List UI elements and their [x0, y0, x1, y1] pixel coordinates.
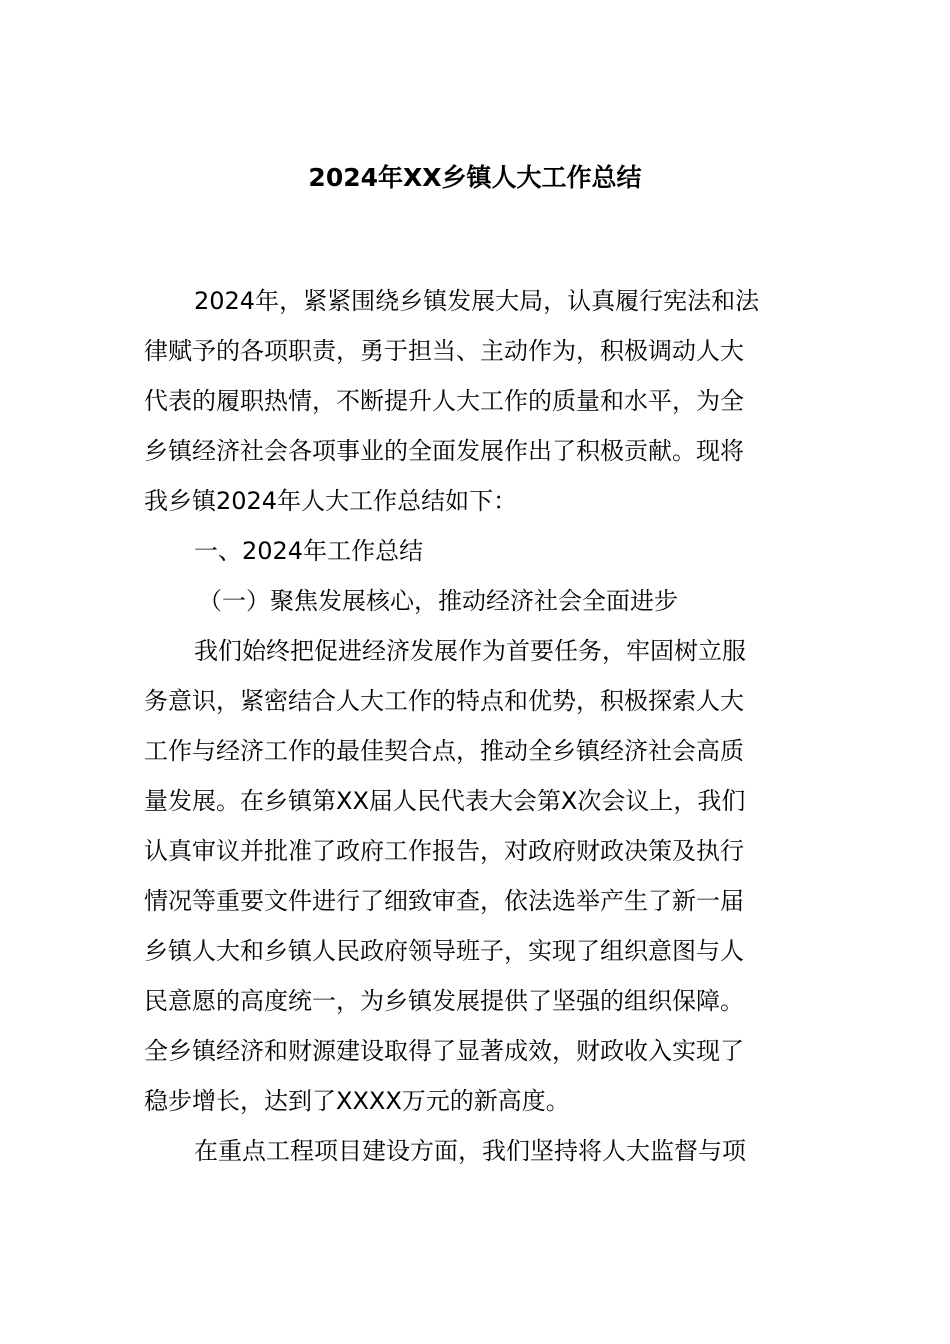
text-line: 情况等重要文件进行了细致审查，依法选举产生了新一届: [144, 887, 744, 915]
text-line: 工作与经济工作的最佳契合点，推动全乡镇经济社会高质: [144, 737, 744, 765]
text-line: 乡镇人大和乡镇人民政府领导班子，实现了组织意图与人: [144, 937, 744, 965]
text-line: 全乡镇经济和财源建设取得了显著成效，财政收入实现了: [144, 1037, 744, 1065]
section-heading: 一、2024年工作总结: [194, 537, 424, 565]
text-line: 我乡镇2024年人大工作总结如下：: [144, 487, 518, 515]
text-line: 民意愿的高度统一，为乡镇发展提供了坚强的组织保障。: [144, 987, 744, 1015]
text-line: 2024年，紧紧围绕乡镇发展大局，认真履行宪法和法: [194, 287, 760, 315]
intro-paragraph: [144, 276, 806, 526]
text-line: 我们始终把促进经济发展作为首要任务，牢固树立服: [194, 637, 746, 665]
text-line: 律赋予的各项职责，勇于担当、主动作为，积极调动人大: [144, 337, 744, 365]
document-body: [144, 276, 806, 1176]
text-line: 代表的履职热情，不断提升人大工作的质量和水平，为全: [144, 387, 744, 415]
text-line: 务意识，紧密结合人大工作的特点和优势，积极探索人大: [144, 687, 744, 715]
body-paragraph: [144, 1126, 806, 1176]
text-line: 稳步增长，达到了XXXX万元的新高度。: [144, 1087, 570, 1115]
text-line: 量发展。在乡镇第XX届人民代表大会第X次会议上，我们: [144, 787, 746, 815]
text-line: 认真审议并批准了政府工作报告，对政府财政决策及执行: [144, 837, 744, 865]
document-title: 2024年XX乡镇人大工作总结: [308, 163, 642, 192]
text-line: 乡镇经济社会各项事业的全面发展作出了积极贡献。现将: [144, 437, 744, 465]
text-line: 在重点工程项目建设方面，我们坚持将人大监督与项: [194, 1137, 746, 1165]
subsection-heading: （一）聚焦发展核心，推动经济社会全面进步: [198, 587, 678, 615]
body-paragraph: [144, 626, 806, 1126]
